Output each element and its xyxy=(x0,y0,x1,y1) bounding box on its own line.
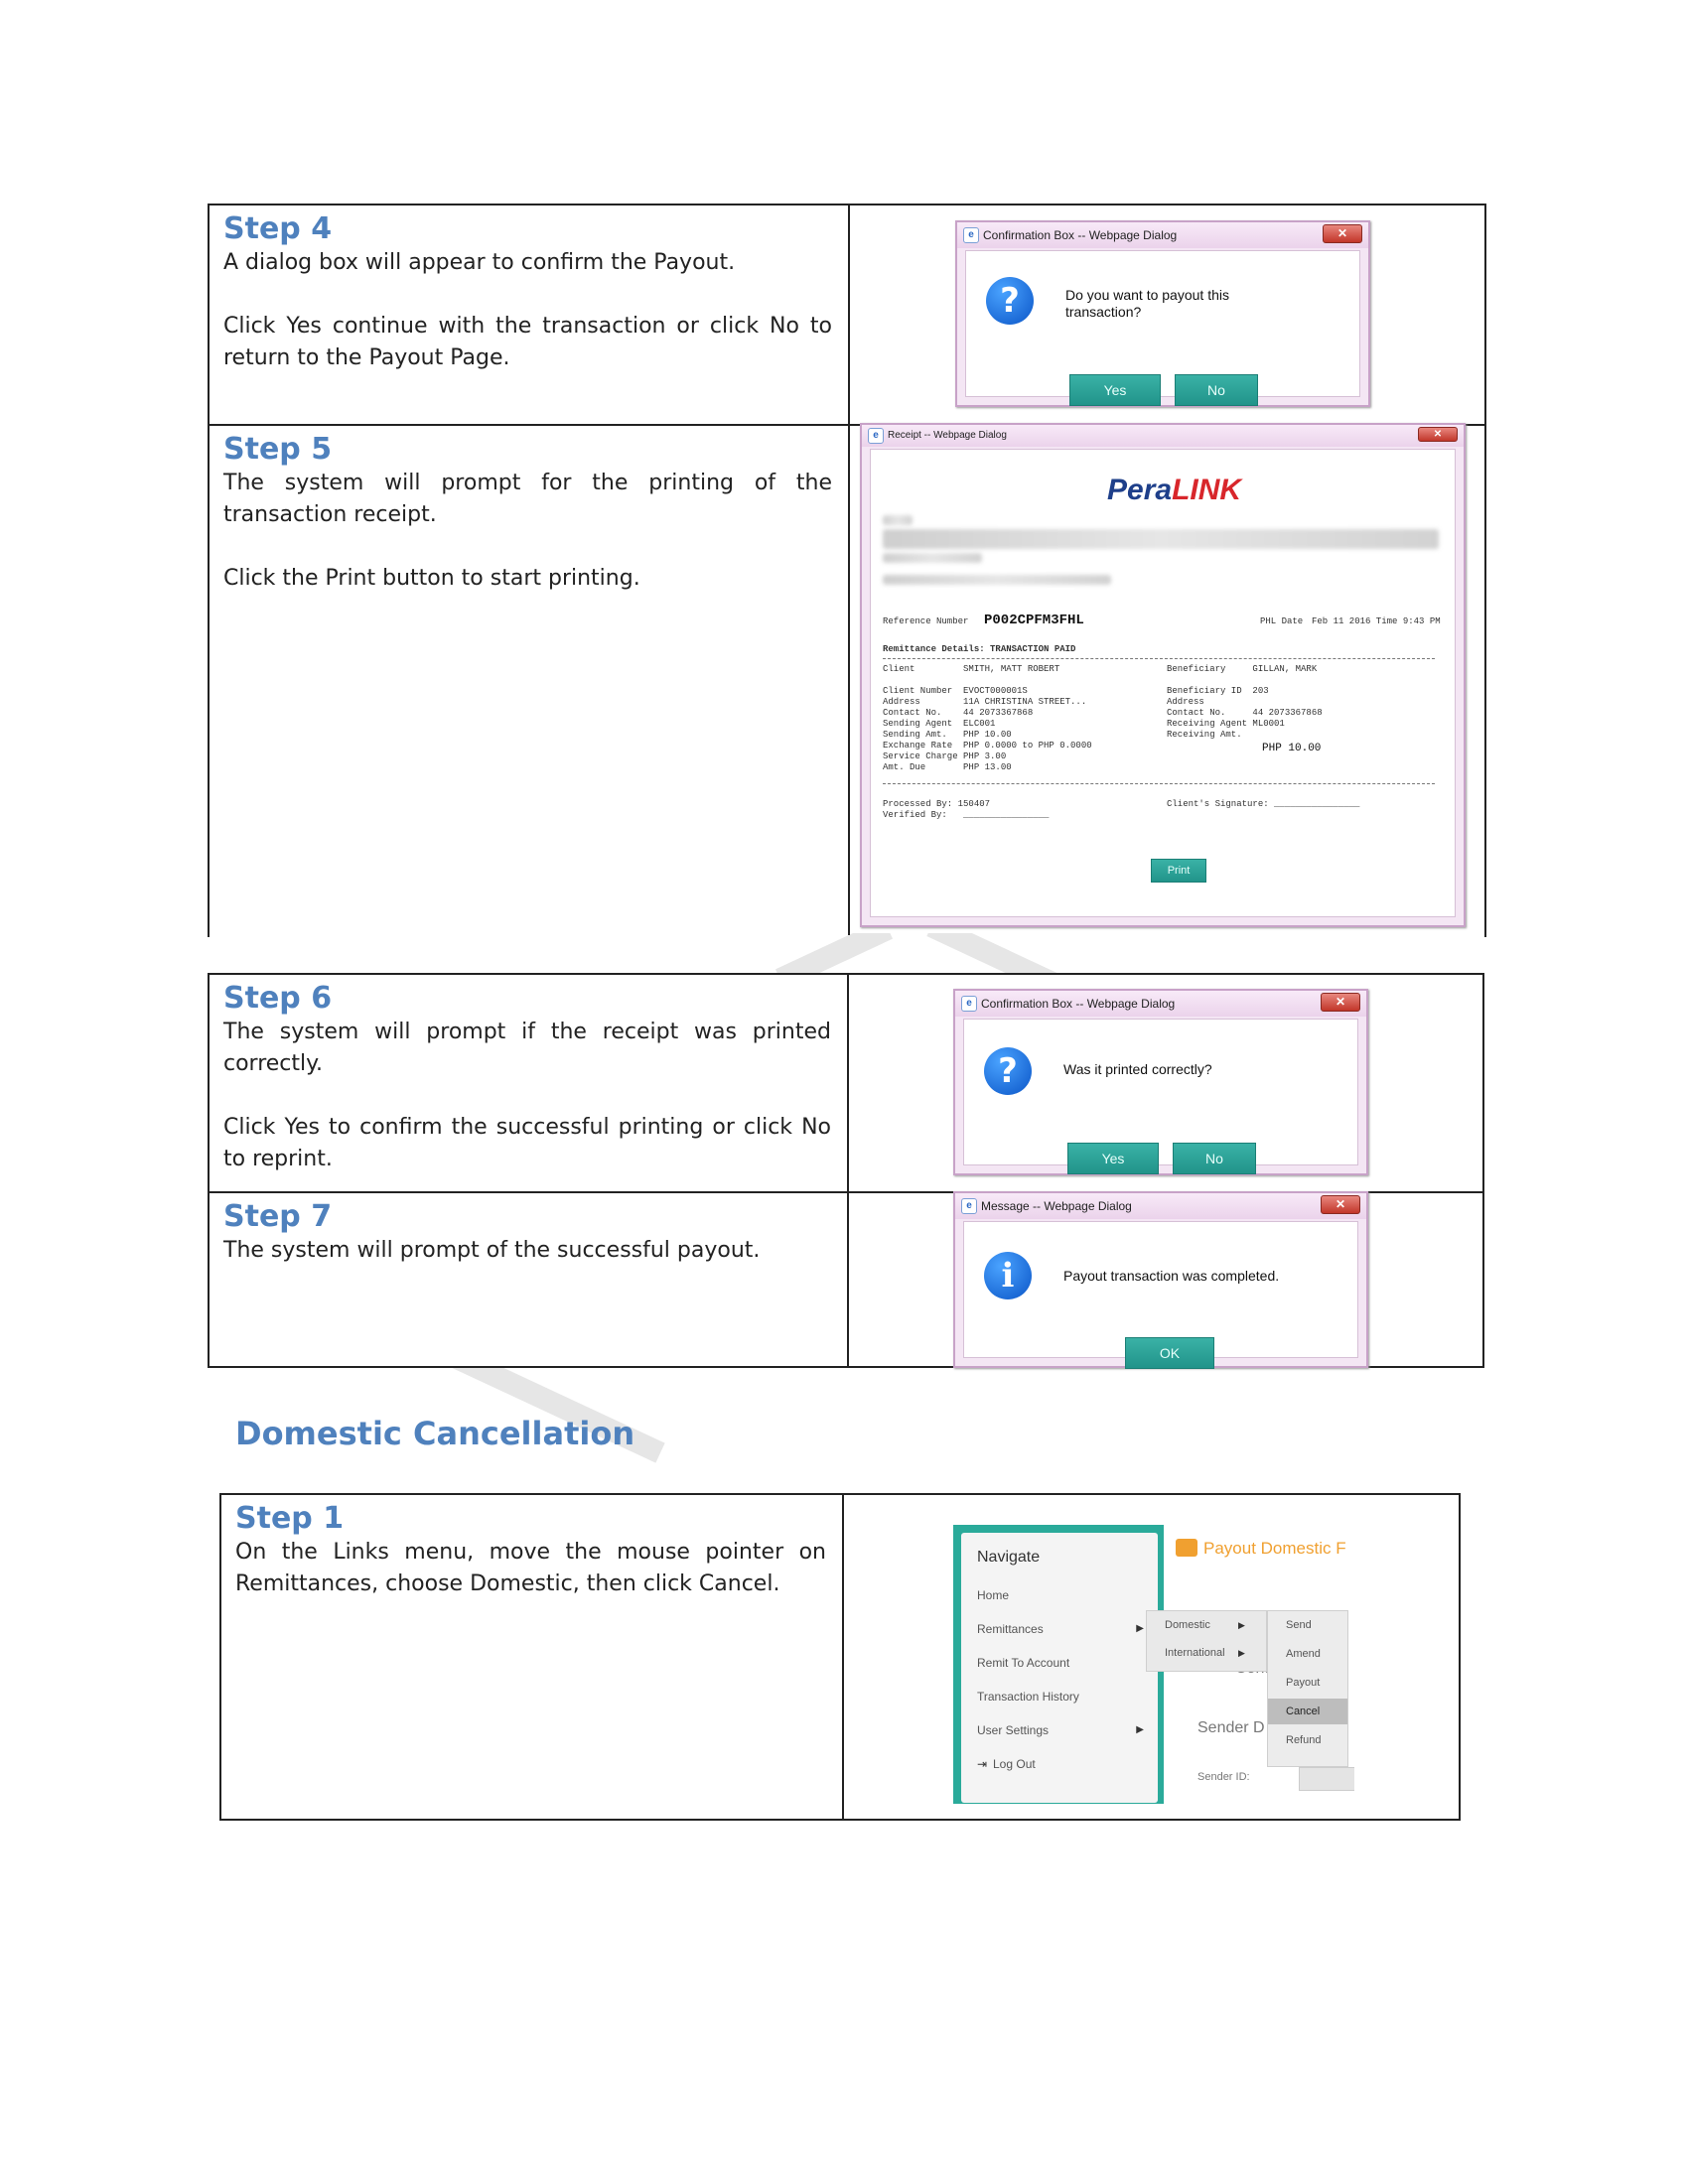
payout-icon xyxy=(1176,1539,1197,1557)
close-icon[interactable]: ✕ xyxy=(1321,1195,1360,1214)
dialog-title: Message -- Webpage Dialog xyxy=(981,1199,1132,1213)
payout-complete-dialog xyxy=(953,1191,1368,1368)
step-text: The system will prompt for the printing of the transaction receipt. xyxy=(223,471,832,527)
ie-icon: e xyxy=(961,1198,977,1214)
no-button[interactable]: No xyxy=(1175,374,1258,406)
step-title: Step 4 xyxy=(223,211,333,246)
ok-button[interactable]: OK xyxy=(1125,1337,1214,1369)
question-icon: ? xyxy=(984,1047,1032,1095)
dialog-message: Was it printed correctly? xyxy=(1063,1061,1212,1077)
submenu-item-payout[interactable]: Payout xyxy=(1286,1677,1321,1689)
dialog-message: Payout transaction was completed. xyxy=(1063,1268,1280,1284)
date-value: Feb 11 2016 Time 9:43 PM xyxy=(1312,616,1441,626)
step-text: Click Yes continue with the transaction or click No to return to the Payout Page. xyxy=(223,314,832,370)
step-title: Step 1 xyxy=(235,1501,345,1536)
dialog-title: Confirmation Box -- Webpage Dialog xyxy=(983,228,1178,242)
nav-item-remit-to-account[interactable]: Remit To Account xyxy=(977,1656,1070,1670)
navigate-panel xyxy=(961,1533,1158,1803)
print-button[interactable]: Print xyxy=(1151,859,1206,883)
blurred-address xyxy=(883,575,1111,585)
reference-label: Reference Number xyxy=(883,616,969,626)
receipt-dialog xyxy=(860,423,1466,927)
confirm-payout-dialog xyxy=(955,220,1370,407)
ie-icon: e xyxy=(868,428,884,444)
nav-item-home[interactable]: Home xyxy=(977,1588,1010,1602)
navigate-heading: Navigate xyxy=(977,1549,1041,1566)
submenu-item-cancel[interactable]: Cancel xyxy=(1286,1706,1321,1717)
nav-item-user-settings[interactable]: User Settings xyxy=(977,1723,1050,1737)
divider xyxy=(883,658,1435,659)
step-text: The system will prompt of the successful payout. xyxy=(223,1238,761,1263)
dialog-title: Confirmation Box -- Webpage Dialog xyxy=(981,997,1176,1011)
blurred-address xyxy=(883,553,982,563)
step-description xyxy=(210,426,850,935)
no-button[interactable]: No xyxy=(1173,1143,1256,1174)
sender-id-label: Sender ID: xyxy=(1197,1771,1250,1783)
question-icon: ? xyxy=(986,277,1034,325)
step-text: On the Links menu, move the mouse pointer on Remittances, choose Domestic, then click Cancel. xyxy=(235,1540,826,1596)
step-text: The system will prompt if the receipt was printed correctly. xyxy=(223,1020,831,1076)
step-text: Click Yes to confirm the successful printing or click No to reprint. xyxy=(223,1115,831,1171)
chevron-right-icon: ▶ xyxy=(1136,1724,1144,1735)
submenu-item-amend[interactable]: Amend xyxy=(1286,1648,1321,1660)
section-heading: Domestic Cancellation xyxy=(235,1415,635,1452)
blurred-address xyxy=(883,515,913,525)
ie-icon: e xyxy=(963,227,979,243)
receiving-amount: PHP 10.00 xyxy=(1262,743,1322,754)
blurred-address xyxy=(883,529,1439,549)
submenu-item-domestic[interactable]: Domestic xyxy=(1165,1619,1210,1631)
page-header: Payout Domestic F xyxy=(1203,1539,1346,1558)
beneficiary-details: Beneficiary GILLAN, MARK Beneficiary ID 203 Address Contact No. 44 2073367868 Receiving Agent ML0001 Receiving Amt. xyxy=(1167,664,1323,740)
step-description xyxy=(210,205,850,424)
step-title: Step 7 xyxy=(223,1199,333,1234)
printed-confirm-dialog xyxy=(953,989,1368,1175)
ie-icon: e xyxy=(961,996,977,1012)
close-icon[interactable]: ✕ xyxy=(1321,993,1360,1012)
nav-item-remittances[interactable]: Remittances xyxy=(977,1622,1044,1636)
yes-button[interactable]: Yes xyxy=(1067,1143,1159,1174)
reference-number: P002CPFM3FHL xyxy=(984,613,1084,628)
step-text: Click the Print button to start printing. xyxy=(223,566,640,591)
yes-button[interactable]: Yes xyxy=(1069,374,1161,406)
nav-item-log-out[interactable]: Log Out xyxy=(993,1757,1036,1771)
chevron-right-icon: ▶ xyxy=(1238,1648,1245,1658)
client-signature: Client's Signature: ________________ xyxy=(1167,799,1360,809)
divider xyxy=(883,783,1435,784)
step-text: A dialog box will appear to confirm the Payout. xyxy=(223,250,736,275)
dialog-title: Receipt -- Webpage Dialog xyxy=(888,430,1007,441)
chevron-right-icon: ▶ xyxy=(1238,1620,1245,1630)
navigate-menu-screenshot xyxy=(953,1525,1354,1804)
step-description xyxy=(221,1495,844,1821)
step-title: Step 5 xyxy=(223,432,333,467)
submenu-remittances xyxy=(1146,1610,1267,1672)
processed-by: Processed By: 150407 Verified By: ________________ xyxy=(883,799,1050,820)
client-details: Client SMITH, MATT ROBERT Client Number EVOCT000001S Address 11A CHRISTINA STREET... Contact No. 44 2073367868 Sending Agent ELC001 Sending Amt. PHP 10.00 Exchange Rate PHP 0.0000 to PHP 0.0000 Service Charge PHP 3.00 Amt. Due PHP 13.00 xyxy=(883,664,1092,772)
submenu-item-send[interactable]: Send xyxy=(1286,1619,1312,1631)
sender-id-input[interactable] xyxy=(1299,1767,1354,1791)
step-description xyxy=(210,975,849,1191)
dialog-message: Do you want to payout this transaction? xyxy=(1065,287,1229,320)
step-description xyxy=(210,1193,849,1368)
sender-text: Sender D xyxy=(1197,1719,1265,1736)
submenu-item-international[interactable]: International xyxy=(1165,1647,1225,1659)
submenu-item-refund[interactable]: Refund xyxy=(1286,1734,1322,1746)
submenu-domestic xyxy=(1267,1610,1348,1767)
close-icon[interactable]: ✕ xyxy=(1323,224,1362,243)
chevron-right-icon: ▶ xyxy=(1136,1623,1144,1634)
step-title: Step 6 xyxy=(223,981,333,1016)
info-icon: i xyxy=(984,1252,1032,1299)
remittance-details: Remittance Details: TRANSACTION PAID xyxy=(883,644,1076,654)
date-label: PHL Date xyxy=(1260,616,1304,626)
logout-icon: ⇥ xyxy=(977,1757,988,1771)
nav-item-transaction-history[interactable]: Transaction History xyxy=(977,1690,1079,1704)
peralink-logo: PeraLINK xyxy=(1107,474,1242,506)
close-icon[interactable]: ✕ xyxy=(1418,427,1458,442)
